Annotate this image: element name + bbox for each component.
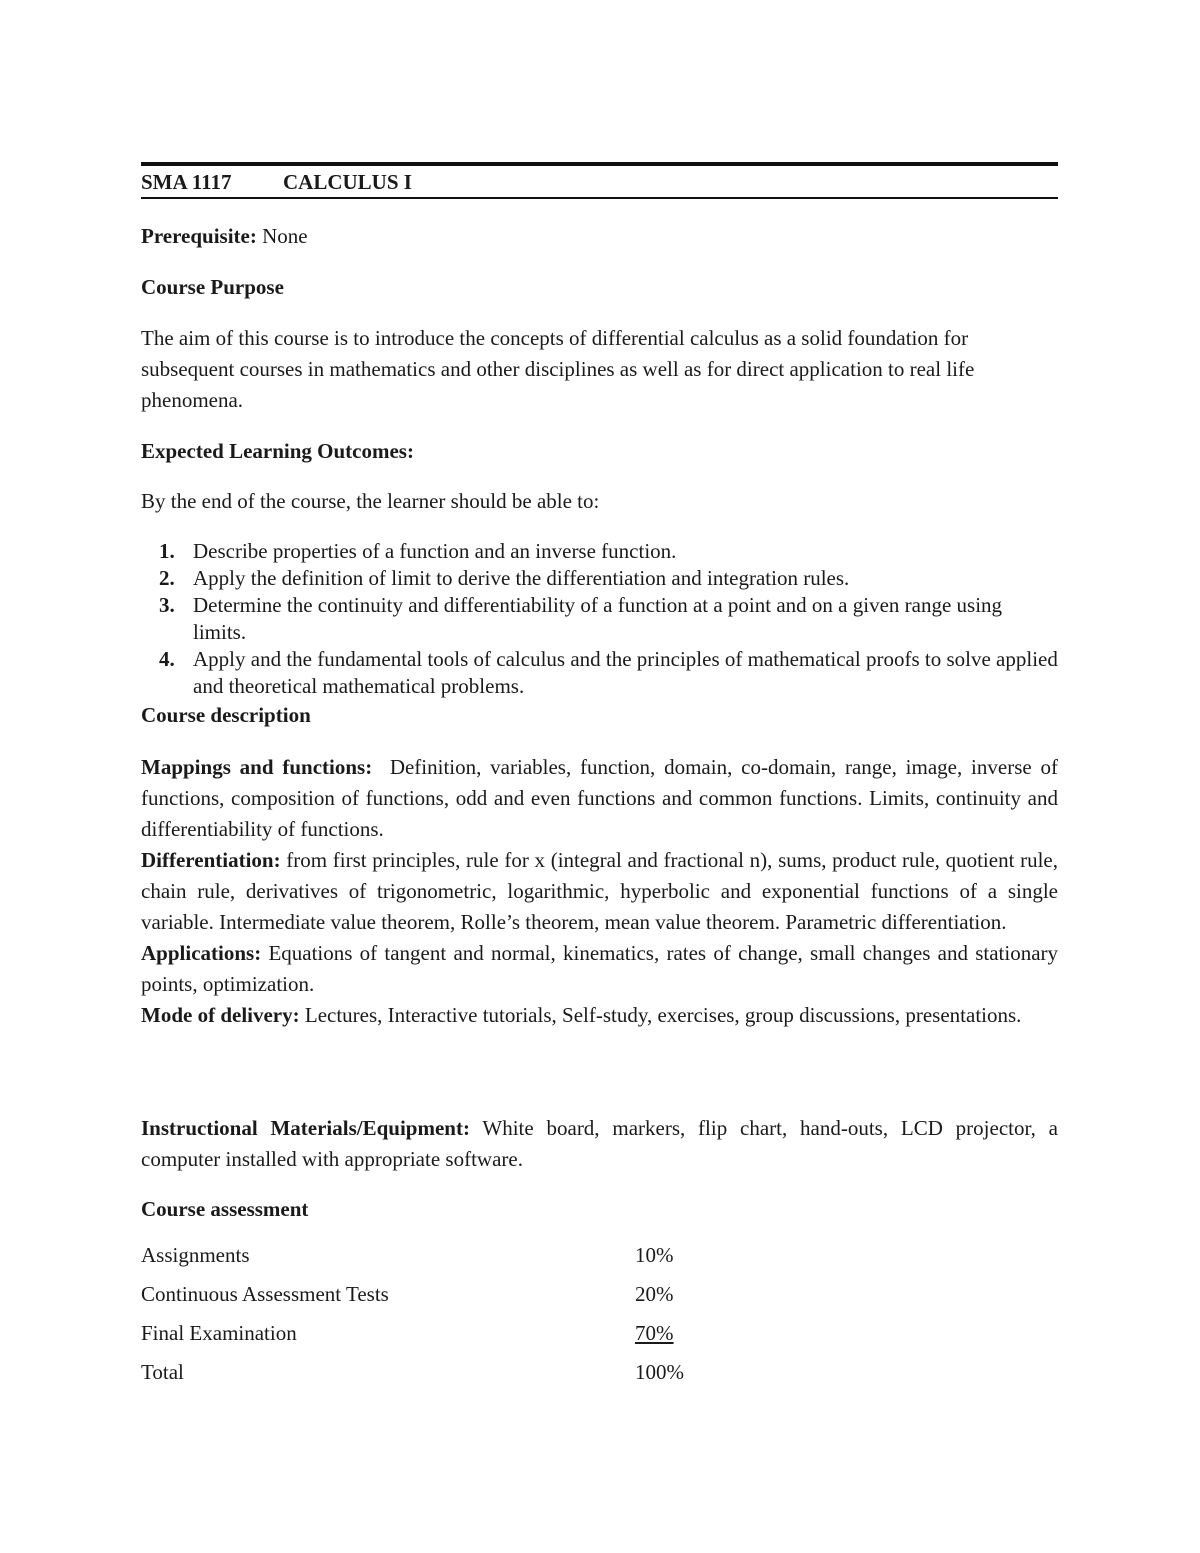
purpose-heading: Course Purpose (141, 275, 284, 299)
materials-label: Instructional Materials/Equipment: (141, 1116, 470, 1140)
course-description (141, 752, 1058, 1031)
prerequisite-value: None (262, 224, 308, 248)
course-name: CALCULUS I (283, 170, 412, 194)
mappings-label: Mappings and functions: (141, 755, 373, 779)
table-row: Final Examination 70% (141, 1321, 674, 1345)
course-code: SMA 1117 (141, 170, 232, 194)
materials-paragraph: Instructional Materials/Equipment: White board, markers, flip chart, hand-outs, LCD projector, a computer installed with appropriate software. (141, 1116, 1058, 1171)
assessment-table (141, 1243, 684, 1399)
applications-paragraph: Applications: Equations of tangent and normal, kinematics, rates of change, small changes and stationary points, optimization. (141, 941, 1059, 996)
table-row: Assignments 10% (141, 1243, 674, 1267)
table-row: Continuous Assessment Tests 20% (141, 1282, 674, 1306)
mappings-paragraph: Mappings and functions: Definition, variables, function, domain, co-domain, range, image, inverse of functions, composition of functions, odd and even functions and common functions. Limits, continuity and differentiability of functions. (141, 755, 1058, 841)
differentiation-label: Differentiation: (141, 848, 281, 872)
assessment-heading: Course assessment (141, 1197, 309, 1221)
outcomes-list (141, 538, 1058, 700)
applications-label: Applications: (141, 941, 262, 965)
outcomes-intro: By the end of the course, the learner should be able to: (141, 489, 600, 513)
outcome-item: 2. Apply the definition of limit to derive the differentiation and integration rules. (159, 566, 850, 590)
outcome-item: 3. Determine the continuity and differentiability of a function at a point and on a given range using limits. (159, 593, 1003, 644)
prerequisite-label: Prerequisite: (141, 224, 257, 248)
title-rule-top (141, 162, 1058, 166)
differentiation-paragraph: Differentiation: from first principles, rule for x (integral and fractional n), sums, product rule, quotient rule, chain rule, derivatives of trigonometric, logarithmic, hyperbolic and exponential functions of a single variable. Intermediate value theorem, Rolle’s theorem, mean value theorem. Parametric differentiation. (141, 848, 1058, 934)
prerequisite (141, 224, 308, 249)
outcomes-heading: Expected Learning Outcomes: (141, 439, 414, 463)
course-title (141, 170, 412, 195)
outcome-item: 4. Apply and the fundamental tools of calculus and the principles of mathematical proofs to solve applied and theoretical mathematical problems. (159, 647, 1058, 698)
outcome-item: 1. Describe properties of a function and an inverse function. (159, 539, 677, 563)
delivery-paragraph: Mode of delivery: Lectures, Interactive tutorials, Self-study, exercises, group discussions, presentations. (141, 1003, 1022, 1027)
purpose-text: The aim of this course is to introduce the concepts of differential calculus as a solid foundation for subsequent courses in mathematics and other disciplines as well as for direct application to real life phenomena. (141, 326, 975, 412)
title-rule-bottom (141, 197, 1058, 199)
delivery-label: Mode of delivery: (141, 1003, 300, 1027)
table-row: Total 100% (141, 1360, 684, 1384)
description-heading: Course description (141, 703, 311, 727)
